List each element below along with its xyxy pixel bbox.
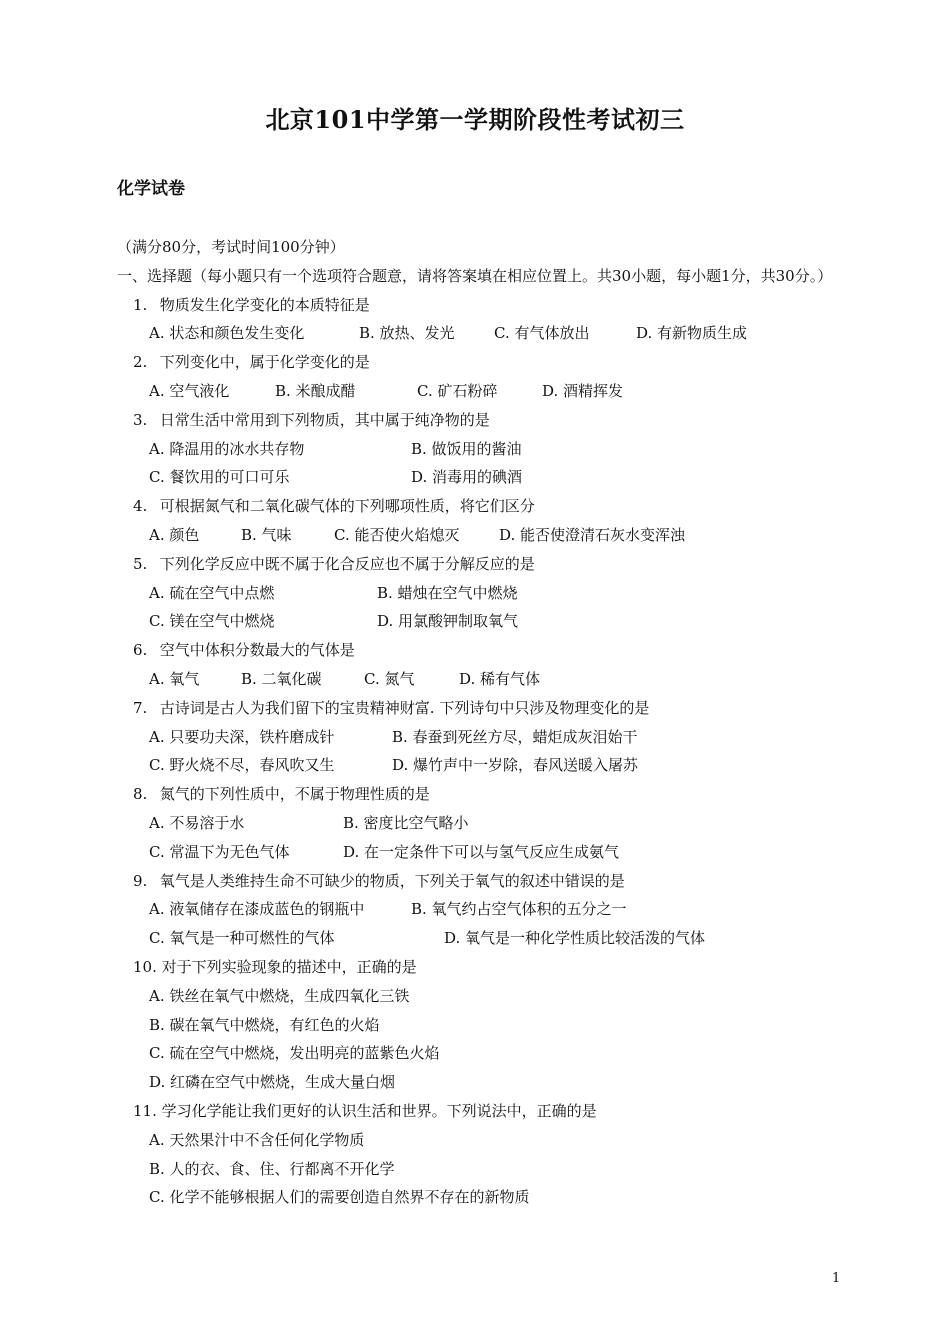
- answer-option: B. 放热、发光: [359, 324, 455, 343]
- answer-option: C. 矿石粉碎: [417, 381, 498, 400]
- answer-option: C. 有气体放出: [494, 324, 590, 343]
- answer-option: D. 红磷在空气中燃烧，生成大量白烟: [149, 1073, 396, 1092]
- exam-content: [117, 233, 845, 1212]
- answer-option: B. 密度比空气略小: [343, 813, 469, 832]
- question-text: 氮气的下列性质中，不属于物理性质的是: [159, 785, 430, 804]
- answer-option: A. 只要功夫深，铁杵磨成针: [149, 727, 335, 746]
- option-row: [117, 319, 845, 348]
- question-number: 7.: [133, 698, 148, 717]
- answer-option: D. 氧气是一种化学性质比较活泼的气体: [444, 929, 706, 948]
- answer-option: A. 空气液化: [149, 381, 230, 400]
- option-row: [117, 895, 845, 924]
- question-text: 物质发生化学变化的本质特征是: [159, 295, 370, 314]
- question-number: 6.: [133, 641, 148, 660]
- answer-option: D. 消毒用的碘酒: [411, 468, 523, 487]
- answer-option: A. 天然果汁中不含任何化学物质: [149, 1130, 365, 1149]
- answer-option: C. 常温下为无色气体: [149, 842, 290, 861]
- answer-option: B. 做饭用的酱油: [411, 439, 522, 458]
- option-row: [117, 607, 845, 636]
- option-row: [117, 377, 845, 406]
- question-text: 日常生活中常用到下列物质，其中属于纯净物的是: [159, 410, 490, 429]
- question-number: 1.: [133, 295, 148, 314]
- option-row: [117, 838, 845, 867]
- question-number: 10.: [133, 957, 157, 976]
- answer-option: A. 铁丝在氧气中燃烧，生成四氧化三铁: [149, 986, 410, 1005]
- option-row: [117, 665, 845, 694]
- answer-option: B. 米酿成醋: [275, 381, 356, 400]
- answer-option: C. 氮气: [364, 669, 415, 688]
- question-text: 对于下列实验现象的描述中，正确的是: [161, 957, 417, 976]
- answer-option: A. 液氧储存在漆成蓝色的钢瓶中: [149, 900, 365, 919]
- answer-option: B. 蜡烛在空气中燃烧: [377, 583, 518, 602]
- paper-subtitle: 化学试卷: [117, 179, 185, 199]
- section-heading: 一、选择题（每小题只有一个选项符合题意，请将答案填在相应位置上。共30小题，每小题1分，共30分。）: [117, 266, 833, 285]
- option-row: [117, 1011, 845, 1040]
- answer-option: B. 春蚕到死丝方尽，蜡炬成灰泪始干: [392, 727, 638, 746]
- answer-option: C. 能否使火焰熄灭: [334, 525, 460, 544]
- answer-option: C. 化学不能够根据人们的需要创造自然界不存在的新物质: [149, 1188, 530, 1207]
- option-row: [117, 435, 845, 464]
- option-row: [117, 1126, 845, 1155]
- answer-option: D. 爆竹声中一岁除，春风送暖入屠苏: [392, 756, 639, 775]
- option-row: [117, 924, 845, 953]
- answer-option: D. 有新物质生成: [636, 324, 748, 343]
- answer-option: A. 状态和颜色发生变化: [149, 324, 305, 343]
- question-stem: [117, 492, 845, 521]
- question-text: 空气中体积分数最大的气体是: [159, 641, 355, 660]
- option-row: [117, 521, 845, 550]
- option-row: [117, 723, 845, 752]
- question-text: 下列变化中，属于化学变化的是: [159, 353, 370, 372]
- answer-option: C. 野火烧不尽，春风吹又生: [149, 756, 335, 775]
- exam-note: （满分80分，考试时间100分钟）: [117, 238, 345, 256]
- question-text: 可根据氮气和二氧化碳气体的下列哪项性质，将它们区分: [159, 497, 535, 516]
- answer-option: D. 酒精挥发: [542, 381, 624, 400]
- answer-option: C. 餐饮用的可口可乐: [149, 468, 290, 487]
- answer-option: B. 人的衣、食、住、行都离不开化学: [149, 1159, 395, 1178]
- question-stem: [117, 291, 845, 320]
- option-row: [117, 1155, 845, 1184]
- answer-option: C. 氧气是一种可燃性的气体: [149, 929, 335, 948]
- answer-option: A. 降温用的冰水共存物: [149, 439, 305, 458]
- answer-option: C. 镁在空气中燃烧: [149, 612, 275, 631]
- question-stem: [117, 348, 845, 377]
- question-number: 11.: [133, 1101, 157, 1120]
- question-stem: [117, 867, 845, 896]
- answer-option: B. 气味: [241, 525, 292, 544]
- option-row: [117, 751, 845, 780]
- question-stem: [117, 694, 845, 723]
- question-text: 学习化学能让我们更好的认识生活和世界。下列说法中，正确的是: [161, 1101, 597, 1120]
- answer-option: B. 氧气约占空气体积的五分之一: [411, 900, 627, 919]
- question-stem: [117, 953, 845, 982]
- question-number: 4.: [133, 497, 148, 516]
- question-stem: [117, 406, 845, 435]
- question-list: [117, 291, 845, 1213]
- question-text: 古诗词是古人为我们留下的宝贵精神财富. 下列诗句中只涉及物理变化的是: [159, 698, 650, 717]
- question-text: 下列化学反应中既不属于化合反应也不属于分解反应的是: [159, 554, 535, 573]
- question-number: 8.: [133, 785, 148, 804]
- answer-option: D. 用氯酸钾制取氧气: [377, 612, 519, 631]
- answer-option: D. 能否使澄清石灰水变浑浊: [499, 525, 686, 544]
- option-row: [117, 809, 845, 838]
- option-row: [117, 982, 845, 1011]
- question-stem: [117, 1097, 845, 1126]
- answer-option: A. 颜色: [149, 525, 200, 544]
- page-number: 1: [832, 1271, 841, 1286]
- answer-option: A. 不易溶于水: [149, 813, 245, 832]
- question-number: 5.: [133, 554, 148, 573]
- option-row: [117, 1068, 845, 1097]
- answer-option: A. 氧气: [149, 669, 200, 688]
- question-number: 9.: [133, 871, 148, 890]
- question-stem: [117, 636, 845, 665]
- question-number: 3.: [133, 410, 148, 429]
- question-stem: [117, 780, 845, 809]
- option-row: [117, 463, 845, 492]
- question-stem: [117, 550, 845, 579]
- option-row: [117, 579, 845, 608]
- question-number: 2.: [133, 353, 148, 372]
- answer-option: D. 稀有气体: [459, 669, 541, 688]
- answer-option: A. 硫在空气中点燃: [149, 583, 275, 602]
- answer-option: C. 硫在空气中燃烧，发出明亮的蓝紫色火焰: [149, 1044, 440, 1063]
- answer-option: B. 碳在氧气中燃烧，有红色的火焰: [149, 1015, 380, 1034]
- option-row: [117, 1183, 845, 1212]
- page-title: 北京101中学第一学期阶段性考试初三: [265, 105, 685, 134]
- option-row: [117, 1039, 845, 1068]
- answer-option: B. 二氧化碳: [241, 669, 322, 688]
- answer-option: D. 在一定条件下可以与氢气反应生成氨气: [343, 842, 620, 861]
- question-text: 氧气是人类维持生命不可缺少的物质，下列关于氧气的叙述中错误的是: [159, 871, 625, 890]
